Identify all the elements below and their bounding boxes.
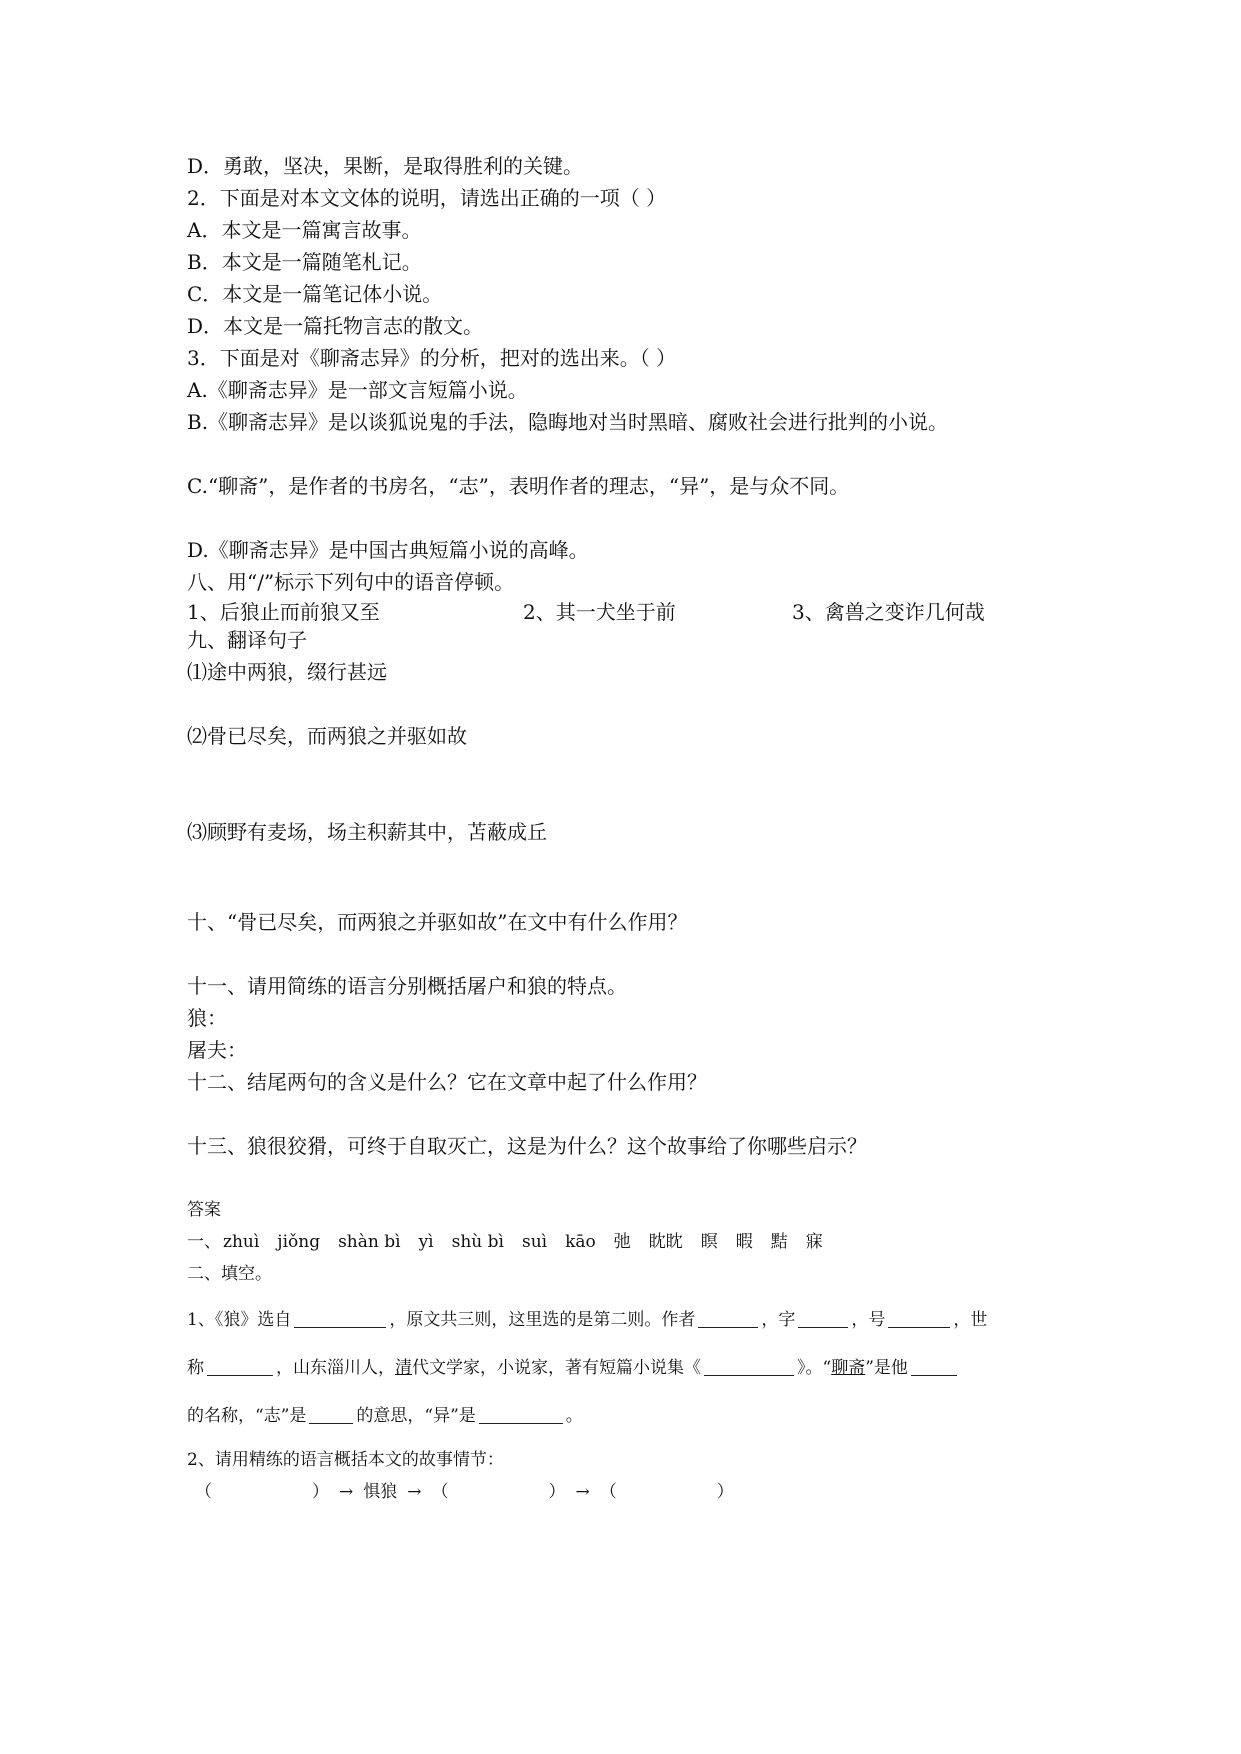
fill-blank[interactable] (798, 1309, 848, 1328)
answer-1-item: yì (418, 1232, 434, 1252)
arrow-icon: → (339, 1482, 354, 1502)
plot-flow-line (187, 1478, 744, 1506)
section-9-item-3: ⑶顾野有麦场，场主积薪其中，苫蔽成丘 (187, 820, 547, 844)
fill-blank[interactable] (294, 1309, 386, 1328)
section-9-item-1: ⑴途中两狼，缀行甚远 (187, 660, 387, 684)
fill-text-underlined: 清 (395, 1358, 412, 1378)
fill-text: ，原文共三则，这里选的是第二则。作者 (389, 1310, 696, 1330)
fill-blank[interactable] (911, 1357, 957, 1376)
flow-paren-close: ） (548, 1482, 566, 1502)
answer-1-item: shàn bì (338, 1232, 401, 1252)
answer-1-item: 弛 (613, 1232, 631, 1252)
q3-option-a: A.《聊斋志异》是一部文言短篇小说。 (187, 378, 528, 402)
fill-text-underlined: 聊斋 (831, 1358, 866, 1378)
fill-text: 的意思，“异”是 (356, 1406, 476, 1426)
fill-line-2 (187, 1354, 960, 1382)
answer-1-prefix: 一、 (187, 1232, 221, 1252)
q3-option-c: C.“聊斋”，是作者的书房名，“志”，表明作者的理志，“异”，是与众不同。 (187, 474, 850, 498)
answer-2-title: 二、填空。 (187, 1264, 272, 1284)
section-8-title: 八、用“/”标示下列句中的语音停顿。 (187, 570, 515, 594)
answer-1-item: jiǒng (277, 1232, 321, 1252)
section-10-title: 十、“骨已尽矣，而两狼之并驱如故”在文中有什么作用？ (187, 910, 688, 934)
answer-1-item: 眈眈 (648, 1232, 683, 1252)
flow-paren-open: （ (599, 1482, 617, 1502)
answer-1-item: zhuì (223, 1232, 260, 1252)
flow-step-fear-wolf: 惧狼 (363, 1482, 398, 1502)
arrow-icon: → (575, 1482, 590, 1502)
fill-blank[interactable] (207, 1357, 273, 1376)
section-8-item-1: 1、后狼止而前狼又至 (187, 600, 380, 624)
fill-line-3 (187, 1402, 583, 1430)
fill-blank[interactable] (698, 1309, 758, 1328)
answer-1-item: 暇 (735, 1232, 753, 1252)
fill-text: 的名称，“志”是 (187, 1406, 307, 1426)
section-12-title: 十二、结尾两句的含义是什么？它在文章中起了什么作用？ (187, 1070, 707, 1094)
section-8-item-2: 2、其一犬坐于前 (523, 600, 676, 624)
fill-blank[interactable] (309, 1405, 353, 1424)
section-11-wolf-label: 狼： (187, 1006, 227, 1030)
fill-text: 1、《狼》选自 (187, 1310, 292, 1330)
answer-1-item: 瞑 (700, 1232, 718, 1252)
flow-paren-open: （ (195, 1482, 212, 1502)
answer-1-item: shù bì (451, 1232, 504, 1252)
fill-text: 称 (187, 1358, 204, 1378)
fill-blank[interactable] (704, 1357, 794, 1376)
fill-blank[interactable] (888, 1309, 950, 1328)
fill-text: 。 (565, 1406, 583, 1426)
answer-1-pinyin-line (187, 1228, 841, 1256)
fill-text: 》。“ (797, 1358, 832, 1378)
q2-stem: 2．下面是对本文文体的说明，请选出正确的一项（ ） (187, 186, 667, 210)
fill-line-1 (187, 1306, 987, 1334)
fill-text: ，世 (953, 1310, 988, 1330)
section-11-butcher-label: 屠夫： (187, 1038, 247, 1062)
answer-1-item: 寐 (805, 1232, 823, 1252)
q2-option-c: C．本文是一篇笔记体小说。 (187, 282, 443, 306)
section-13-title: 十三、狼很狡猾，可终于自取灭亡，这是为什么？这个故事给了你哪些启示？ (187, 1134, 867, 1158)
answer-1-item: suì (521, 1232, 548, 1252)
fill-text: ”是他 (865, 1358, 908, 1378)
fill-text: ，字 (761, 1310, 796, 1330)
fill-blank[interactable] (479, 1405, 563, 1424)
fill-2-title: 2、请用精练的语言概括本文的故事情节： (187, 1450, 504, 1470)
answers-heading: 答案 (187, 1200, 221, 1220)
fill-text: ，山东淄川人， (276, 1358, 395, 1378)
fill-text: 代文学家，小说家，著有短篇小说集《 (412, 1358, 701, 1378)
answer-1-item: 黠 (770, 1232, 788, 1252)
fill-text: ，号 (851, 1310, 886, 1330)
section-9-item-2: ⑵骨已尽矣，而两狼之并驱如故 (187, 724, 467, 748)
arrow-icon: → (407, 1482, 422, 1502)
q1-option-d: D．勇敢，坚决，果断，是取得胜利的关键。 (187, 154, 584, 178)
section-9-title: 九、翻译句子 (187, 628, 307, 652)
q3-option-d: D.《聊斋志异》是中国古典短篇小说的高峰。 (187, 538, 589, 562)
flow-paren-close: ） (312, 1482, 329, 1502)
q2-option-b: B．本文是一篇随笔札记。 (187, 250, 422, 274)
section-8-item-3: 3、禽兽之变诈几何哉 (792, 600, 985, 624)
q3-stem: 3．下面是对《聊斋志异》的分析，把对的选出来。（ ） (187, 346, 677, 370)
q2-option-d: D．本文是一篇托物言志的散文。 (187, 314, 484, 338)
q2-option-a: A．本文是一篇寓言故事。 (187, 218, 422, 242)
flow-paren-open: （ (431, 1482, 449, 1502)
answer-1-item: kāo (565, 1232, 596, 1252)
q3-option-b: B.《聊斋志异》是以谈狐说鬼的手法，隐晦地对当时黑暗、腐败社会进行批判的小说。 (187, 410, 949, 434)
section-11-title: 十一、请用简练的语言分别概括屠户和狼的特点。 (187, 974, 627, 998)
flow-paren-close: ） (716, 1482, 734, 1502)
